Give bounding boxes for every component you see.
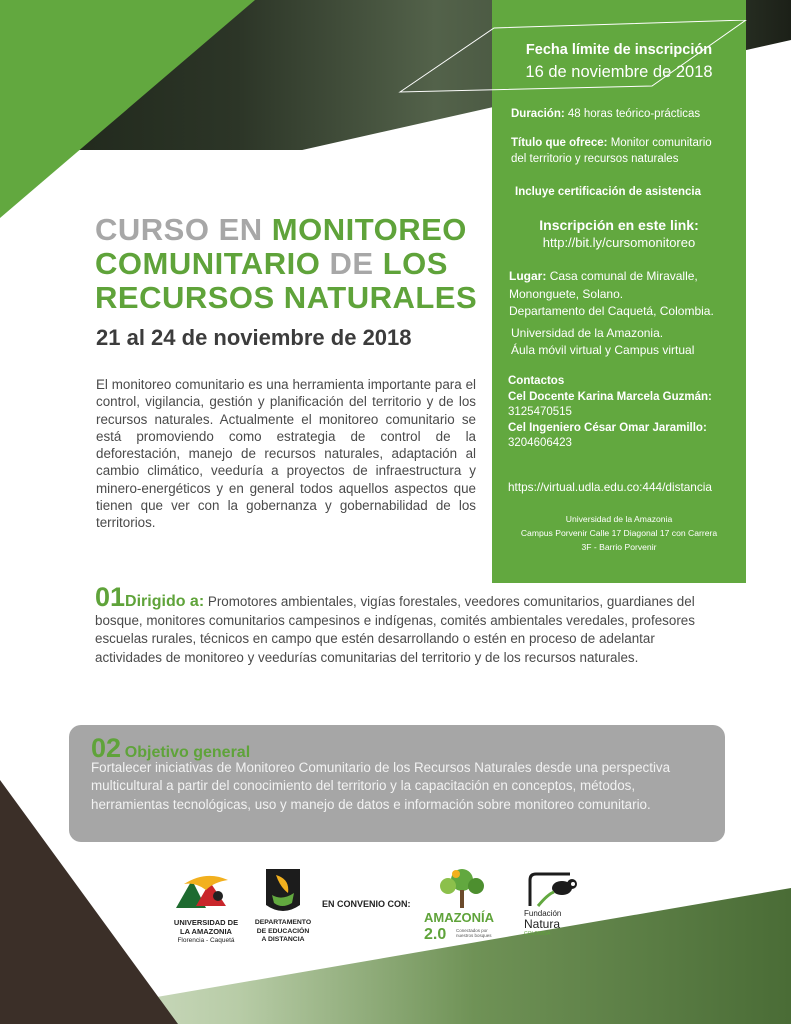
department-line2: DE EDUCACIÓN	[256, 927, 310, 935]
degree-label: Título que ofrece:	[511, 137, 608, 149]
bird-emblem-icon	[252, 865, 314, 919]
deadline-date: 16 de noviembre de 2018	[525, 63, 713, 81]
title-line-3: RECURSOS NATURALES	[95, 280, 478, 315]
agreement-label: EN CONVENIO CON:	[322, 899, 411, 909]
toucan-icon	[166, 870, 246, 916]
amazonia-tagline: Conectados por nuestros bosques	[456, 928, 492, 938]
natura-caption	[524, 909, 574, 939]
amazonia-name: AMAZONÍA	[424, 910, 495, 925]
university-line1: Universidad de la Amazonia.	[511, 326, 664, 340]
registration-label: Inscripción en este link:	[539, 217, 699, 233]
duration-row	[511, 108, 765, 120]
title-de: DE	[329, 246, 374, 281]
address-line1: Universidad de la Amazonia	[565, 514, 673, 524]
certification-note: Incluye certificación de asistencia	[515, 186, 701, 198]
place-label: Lugar:	[509, 269, 547, 283]
duration-label: Duración:	[511, 108, 565, 120]
contacts-label: Contactos	[508, 375, 565, 387]
info-panel	[492, 0, 746, 583]
intro-paragraph: El monitoreo comunitario es una herramienta importante para el control, vigilancia, gestión y planificación del territorio y de los recursos naturales. Actualmente el monitoreo comunitario se está promoviendo como estrategia de control de la deforestación, manejo de recursos naturales, adaptación al cambio climático, veeduría a proyectos de infraestructura y minero-energéticos y en general todos aquellos aspectos que tienen que ver con la gobernanza y gobernabilidad de los territorios.	[96, 377, 476, 531]
natura-line1: Fundación	[524, 909, 562, 918]
outline-parallelogram	[382, 20, 752, 100]
place-line1: Casa comunal de Miravalle,	[549, 269, 698, 283]
contact-1-phone: 3125470515	[508, 406, 572, 418]
address-line2: Campus Porvenir Calle 17 Diagonal 17 con Carrera	[520, 528, 718, 538]
title-los: LOS	[382, 246, 448, 281]
duration-value: 48 horas teórico-prácticas	[567, 108, 701, 120]
amazonia-version: 2.0	[424, 926, 447, 943]
address-line3: 3F - Barrio Porvenir	[581, 542, 657, 552]
section-2-number: 02	[91, 733, 122, 763]
deadline-label: Fecha límite de inscripción	[525, 42, 713, 58]
course-dates: 21 al 24 de noviembre de 2018	[96, 325, 412, 350]
objective-content	[91, 733, 716, 814]
department-logo	[252, 865, 314, 955]
section-1-number: 01	[95, 582, 126, 612]
title-comunitario: COMUNITARIO	[95, 246, 321, 281]
degree-block	[511, 135, 746, 167]
degree-line1: Monitor comunitario	[610, 137, 712, 149]
monkey-icon	[524, 872, 588, 908]
registration-link[interactable]: http://bit.ly/cursomonitoreo	[542, 235, 696, 250]
contacts-block	[508, 374, 744, 452]
department-caption	[248, 919, 318, 945]
university-line2: Áula móvil virtual y Campus virtual	[511, 343, 695, 357]
department-line1: DEPARTAMENTO	[254, 919, 312, 926]
amazonia-logo	[420, 866, 504, 950]
udla-line1: UNIVERSIDAD DE	[173, 918, 239, 927]
udla-line3: Florencia - Caquetá	[177, 937, 235, 944]
place-line2: Mononguete, Solano.	[509, 286, 624, 301]
green-corner-triangle	[0, 0, 260, 220]
udla-line2: LA AMAZONIA	[180, 927, 232, 936]
section-1-label: Dirigido a:	[125, 593, 205, 610]
place-line3: Departamento del Caquetá, Colombia.	[509, 304, 714, 318]
section-2-label: Objetivo general	[124, 744, 251, 761]
section-1-text: Promotores ambientales, vigías forestales, veedores comunitarios, guardianes del bosque, monitores comunitarios campesinos e indígenas, comités ambientales veredales, profesores escuelas rurales, técnicos en campo que estén desarrollando o estén en proceso de adelantar actividades de monitoreo y veedurías comunitarias del territorio y de los recursos naturales.	[95, 594, 695, 665]
contact-1-label: Cel Docente Karina Marcela Guzmán:	[508, 390, 712, 403]
natura-line3: COLOMBIA	[524, 931, 551, 937]
degree-line2: del territorio y recursos naturales	[511, 153, 679, 165]
website-link[interactable]: https://virtual.udla.edu.co:444/distancia	[508, 480, 712, 494]
udla-logo	[166, 870, 246, 950]
title-line-2	[95, 247, 485, 281]
department-line3: A DISTANCIA	[261, 936, 305, 943]
page-title	[95, 213, 485, 315]
section-target-audience	[95, 582, 725, 667]
objective-box	[69, 725, 725, 842]
title-line-1	[95, 213, 485, 247]
contact-2-label: Cel Ingeniero César Omar Jaramillo:	[508, 421, 707, 434]
university-block	[511, 325, 765, 359]
title-curso-en: CURSO EN	[95, 212, 263, 247]
udla-caption	[166, 918, 246, 945]
tree-icon	[420, 866, 504, 912]
address-block	[492, 512, 746, 554]
place-block	[509, 268, 744, 321]
contact-2-phone: 3204606423	[508, 437, 572, 449]
title-monitoreo: MONITOREO	[271, 212, 467, 247]
natura-line2: Natura	[524, 917, 561, 931]
natura-logo	[524, 872, 588, 946]
section-2-text: Fortalecer iniciativas de Monitoreo Comunitario de los Recursos Naturales desde una perspectiva multicultural a partir del conocimiento del territorio y la capacitación en conceptos, métodos, herramientas tecnológicas, uso y manejo de datos e información sobre monitoreo comunitario.	[91, 759, 671, 812]
